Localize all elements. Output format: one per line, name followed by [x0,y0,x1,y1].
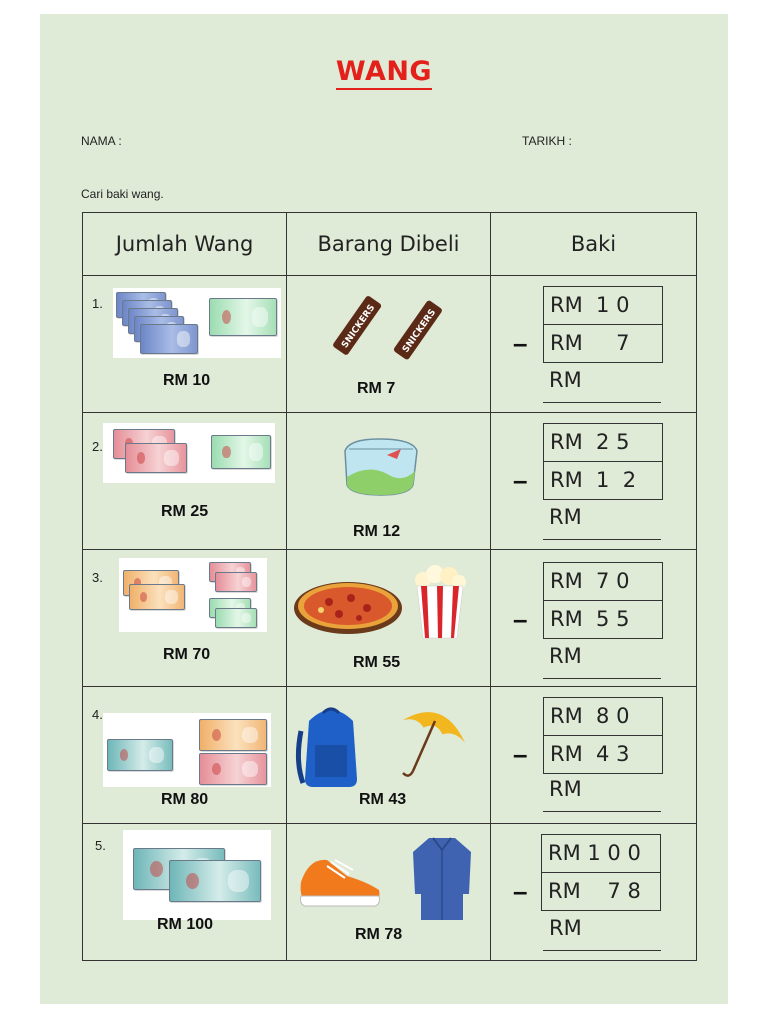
rm5-note-icon [209,298,277,336]
subtrahend: RM 7 8 [542,872,660,910]
table-row [83,276,697,413]
shirt-icon [409,834,475,922]
minus-sign: – [513,876,528,906]
banknotes-image [103,423,275,483]
minus-sign: – [513,739,528,769]
money-amount: RM 10 [163,372,211,389]
item-cell [287,687,491,824]
money-cell [83,413,287,550]
subtrahend: RM 7 [544,324,662,362]
worksheet-title: WANG [40,56,728,87]
row-number: 1. [92,296,103,311]
item-cell [287,550,491,687]
banknotes-image [119,558,267,632]
answer-label: RM [549,916,582,940]
backpack-icon [293,701,369,789]
subtraction-box [543,286,663,363]
minus-sign: – [513,465,528,495]
price-amount: RM 7 [357,380,396,397]
rm10-note-icon [125,443,187,473]
money-amount: RM 80 [161,791,209,808]
rm50-note-icon [169,860,261,902]
col-baki: Baki [491,213,697,276]
banknotes-image [103,713,271,787]
price-amount: RM 78 [355,926,403,943]
table-row [83,687,697,824]
price-amount: RM 12 [353,523,401,540]
baki-cell [491,413,697,550]
baki-cell [491,687,697,824]
tarikh-label: TARIKH : [522,134,572,148]
table-row [83,550,697,687]
money-cell [83,824,287,961]
rm5-note-icon [215,608,257,628]
price-amount: RM 55 [353,654,401,671]
popcorn-icon [411,562,469,640]
row-number: 4. [92,707,103,722]
answer-line[interactable] [543,539,661,540]
answer-line[interactable] [543,950,661,951]
rm20-note-icon [199,719,267,751]
baki-cell [491,824,697,961]
answer-label: RM [549,777,582,801]
svg-text:SNICKERS: SNICKERS [400,307,439,355]
subtraction-box [541,834,661,911]
money-amount: RM 25 [161,503,209,520]
minuend: RM 2 5 [550,430,630,454]
subtrahend: RM 1 2 [544,461,662,499]
price-amount: RM 43 [359,791,407,808]
baki-cell [491,550,697,687]
worksheet [40,14,728,1004]
answer-line[interactable] [543,678,661,679]
answer-label: RM [549,644,582,668]
minuend: RM 8 0 [550,704,630,728]
money-amount: RM 100 [157,916,214,933]
answer-label: RM [549,505,582,529]
banknotes-image [123,830,271,920]
instruction: Cari baki wang. [81,187,164,201]
subtrahend: RM 5 5 [544,600,662,638]
rm10-note-icon [199,753,267,785]
item-cell [287,413,491,550]
table-row [83,413,697,550]
col-jumlah-wang: Jumlah Wang [83,213,287,276]
money-cell [83,550,287,687]
row-number: 3. [92,570,103,585]
item-cell [287,824,491,961]
subtraction-box [543,697,663,774]
umbrella-icon [395,701,471,781]
answer-line[interactable] [543,402,661,403]
rm20-note-icon [129,584,185,610]
svg-text:SNICKERS: SNICKERS [340,303,378,351]
money-cell [83,276,287,413]
minuend: RM 1 0 0 [548,841,641,865]
rm50-note-icon [107,739,173,771]
subtrahend: RM 4 3 [544,735,662,773]
pencil-case-icon [339,433,421,499]
row-number: 5. [95,838,106,853]
answer-label: RM [549,368,582,392]
col-barang-dibeli: Barang Dibeli [287,213,491,276]
rm5-note-icon [211,435,271,469]
minus-sign: – [513,604,528,634]
answer-line[interactable] [543,811,661,812]
money-table [82,212,697,961]
nama-label: NAMA : [81,134,122,148]
row-number: 2. [92,439,103,454]
banknotes-image [113,288,281,358]
minuend: RM 7 0 [550,569,630,593]
subtraction-box [543,562,663,639]
money-amount: RM 70 [163,646,211,663]
pizza-icon [293,578,403,636]
rm1-note-icon [140,324,198,354]
money-cell [83,687,287,824]
chocolate-bar-icon [327,288,457,368]
minuend: RM 1 0 [550,293,630,317]
baki-cell [491,276,697,413]
table-row [83,824,697,961]
item-cell [287,276,491,413]
rm10-note-icon [215,572,257,592]
subtraction-box [543,423,663,500]
minus-sign: – [513,328,528,358]
sneaker-icon [297,838,385,910]
